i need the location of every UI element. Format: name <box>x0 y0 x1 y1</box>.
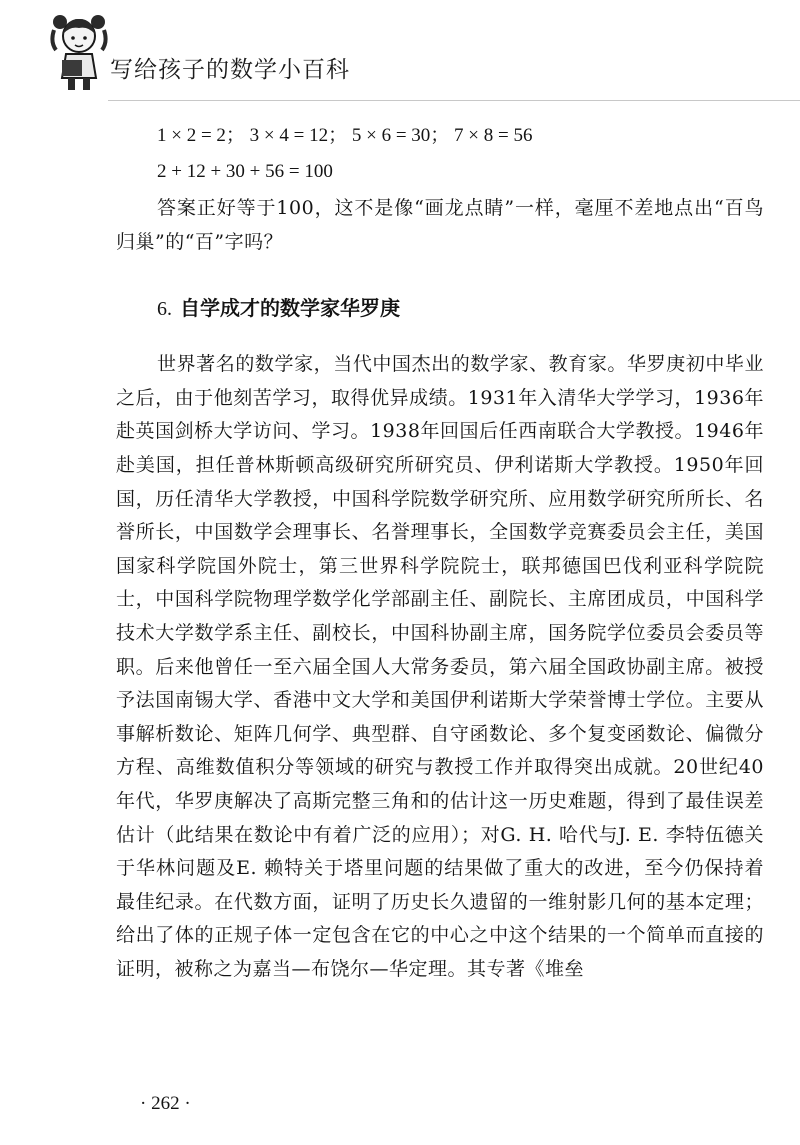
section-heading <box>157 290 764 326</box>
answer-paragraph: 答案正好等于100，这不是像“画龙点睛”一样，毫厘不差地点出“百鸟归巢”的“百”字吗？ <box>116 197 764 253</box>
section-title: 自学成才的数学家华罗庚 <box>180 296 400 321</box>
page-header <box>48 8 768 108</box>
page-number: · 262 · <box>140 1093 191 1114</box>
book-title: 写给孩子的数学小百科 <box>110 57 350 83</box>
math-line-sum: 2 + 12 + 30 + 56 = 100 <box>157 161 333 182</box>
math-line-products: 1 × 2 = 2； 3 × 4 = 12； 5 × 6 = 30； 7 × 8 = 56 <box>157 125 533 146</box>
girl-with-pigtails-icon <box>48 8 110 92</box>
header-divider <box>108 100 800 101</box>
section-number: 6. <box>157 298 172 321</box>
biography-paragraph: 世界著名的数学家，当代中国杰出的数学家、教育家。华罗庚初中毕业之后，由于他刻苦学习，取得优异成绩。1931年入清华大学学习，1936年赴英国剑桥大学访问、学习。1938年回国后任西南联合大学教授。1946年赴美国，担任普林斯顿高级研究所研究员、伊利诺斯大学教授。1950年回国，历任清华大学教授，中国科学院数学研究所、应用数学研究所所长、名誉所长，中国数学会理事长、名誉理事长，全国数学竞赛委员会主任，美国国家科学院国外院士，第三世界科学院院士，联邦德国巴伐利亚科学院院士，中国科学院物理学数学化学部副主任、副院长、主席团成员，中国科学技术大学数学系主任、副校长，中国科协副主席，国务院学位委员会委员等职。后来他曾任一至六届全国人大常务委员，第六届全国政协副主席。被授予法国南锡大学、香港中文大学和美国伊利诺斯大学荣誉博士学位。主要从事解析数论、矩阵几何学、典型群、自守函数论、多个复变函数论、偏微分方程、高维数值积分等领域的研究与教授工作并取得突出成就。20世纪40年代，华罗庚解决了高斯完整三角和的估计这一历史难题，得到了最佳误差估计（此结果在数论中有着广泛的应用）；对G. H. 哈代与J. E. 李特伍德关于华林问题及E. 赖特关于塔里问题的结果做了重大的改进，至今仍保持着最佳纪录。在代数方面，证明了历史长久遗留的一维射影几何的基本定理；给出了体的正规子体一定包含在它的中心之中这个结果的一个简单而直接的证明，被称之为嘉当—布饶尔—华定理。其专著《堆垒 <box>116 353 764 980</box>
page-content <box>116 118 764 986</box>
